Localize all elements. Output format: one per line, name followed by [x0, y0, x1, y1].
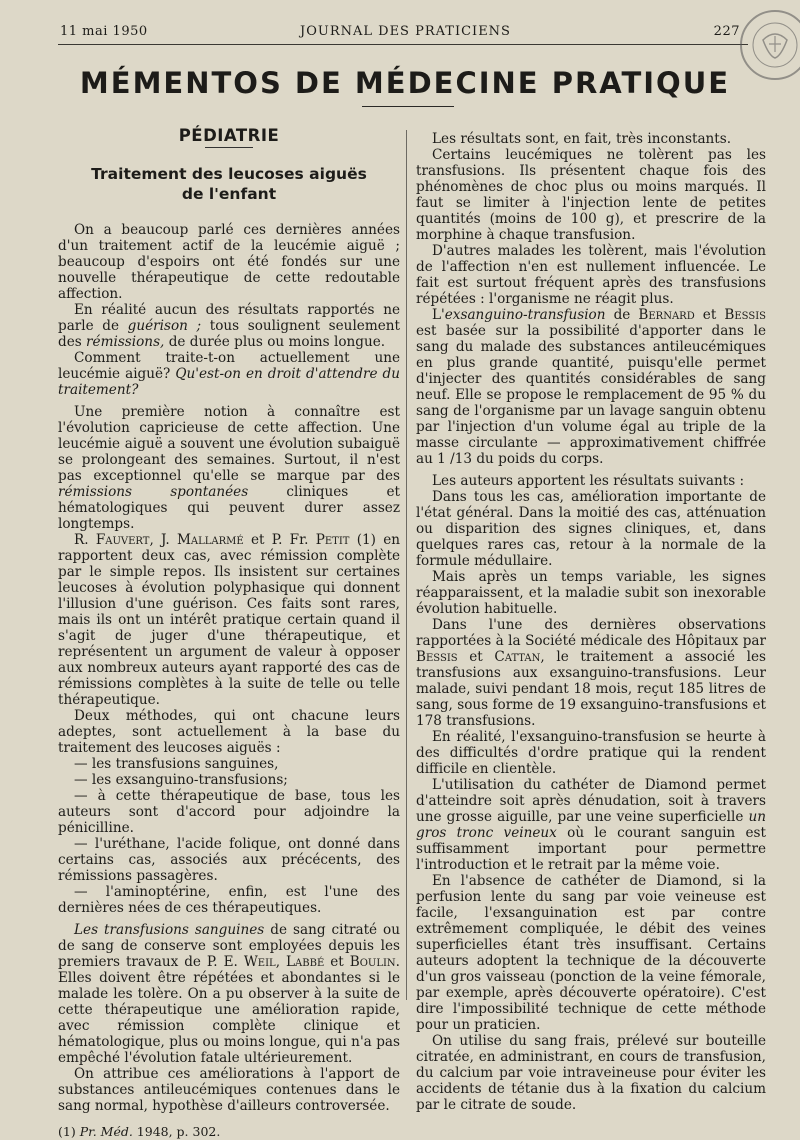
column-divider — [406, 130, 407, 1000]
method-list — [58, 756, 400, 916]
right-column — [416, 131, 766, 1113]
list-item: — les transfusions sanguines, — [74, 756, 279, 772]
list-item: — l'aminoptérine, enfin, est l'une des dernières nées de ces thérapeutiques. — [58, 884, 400, 916]
issue-date: 11 mai 1950 — [60, 24, 148, 39]
section-title: PÉDIATRIE — [178, 126, 280, 145]
paragraph: En réalité, l'exsanguino-transfusion se heurte à des difficultés d'ordre pratique qui la rendent difficile en clientèle. — [416, 729, 766, 777]
footnote: (1) Pr. Méd. 1948, p. 302. — [58, 1124, 221, 1139]
list-item: — à cette thérapeutique de base, tous les auteurs sont d'accord pour adjoindre la pénicilline. — [58, 788, 400, 836]
article-title-line-2: de l'enfant — [181, 185, 277, 203]
paragraph: Les auteurs apportent les résultats suivants : — [432, 473, 745, 489]
paragraph: D'autres malades les tolèrent, mais l'évolution de l'affection n'en est nullement influencée. Le fait est surtout fréquent après des transfusions répétées : l'organisme ne réagit plus. — [416, 243, 766, 307]
paragraph: Une première notion à connaître est l'évolution capricieuse de cette affection. Une leucémie aiguë a souvent une évolution subaiguë se prolongeant des semaines. Surtout, il n'est pas exceptionnel qu'elle se marque par des rémissions spontanées cliniques et hématologiques qui peuvent durer assez longtemps. — [58, 404, 400, 532]
article-title-line-1: Traitement des leucoses aiguës — [91, 165, 367, 183]
article-title — [58, 164, 400, 204]
paragraph: En réalité aucun des résultats rapportés ne parle de guérison ; tous soulignent seulement des rémissions, de durée plus ou moins longue. — [58, 302, 400, 350]
page-number: 227 — [713, 24, 740, 39]
paragraph: On a beaucoup parlé ces dernières années d'un traitement actif de la leucémie aiguë ; beaucoup d'espoirs ont été fondés sur une nouvelle thérapeutique de cette redoutable affection. — [58, 222, 400, 302]
paragraph: On utilise du sang frais, prélevé sur bouteille citratée, en administrant, en cours de transfusion, du calcium par voie intraveineuse pour éviter les accidents de tétanie dus à la fixation du calcium par le citrate de soude. — [416, 1033, 766, 1113]
paragraph: Les transfusions sanguines de sang citraté ou de sang de conserve sont employées depuis les premiers travaux de P. E. Weil, Labbé et Boulin. Elles doivent être répétées et abondantes si le malade les tolère. On a pu observer à la suite de cette thérapeutique une amélioration rapide, avec rémission complète clinique et hématologique, plus ou moins longue, qui n'a pas empêché l'évolution fatale ultérieurement. — [58, 922, 400, 1066]
paragraph: Les résultats sont, en fait, très inconstants. — [432, 131, 732, 147]
paragraph: L'utilisation du cathéter de Diamond permet d'atteindre soit après dénudation, soit à travers une grosse aiguille, par une veine superficielle un gros tronc veineux où le courant sanguin est suffisamment important pour permettre l'introduction et le retrait par la même voie. — [416, 777, 766, 873]
paragraph: Comment traite-t-on actuellement une leucémie aiguë? Qu'est-on en droit d'attendre du traitement? — [58, 350, 400, 398]
section-rule — [205, 147, 253, 148]
paragraph: Mais après un temps variable, les signes réapparaissent, et la maladie subit son inexorable évolution habituelle. — [416, 569, 766, 617]
journal-name: JOURNAL DES PRATICIENS — [300, 24, 511, 39]
paragraph: L'exsanguino-transfusion de Bernard et Bessis est basée sur la possibilité d'apporter dans le sang du malade des substances antileucémiques en plus grande quantité, puisqu'elle permet d'injecter des quantités considérables de sang neuf. Elle se propose le remplacement de 95 % du sang de l'organisme par un lavage sanguin obtenu par l'injection d'un volume égal au triple de la masse circulante — approximativement chiffrée au 1 /13 du poids du corps. — [416, 307, 767, 467]
header-rule — [58, 44, 748, 45]
paragraph: Dans l'une des dernières observations rapportées à la Société médicale des Hôpitaux par Bessis et Cattan, le traitement a associé les transfusions aux exsanguino-transfusions. Leur malade, suivi pendant 18 mois, reçut 185 litres de sang, sous forme de 19 exsanguino-transfusions et 178 transfusions. — [416, 617, 766, 729]
page-title: MÉMENTOS DE MÉDECINE PRATIQUE — [79, 66, 731, 100]
paragraph: Deux méthodes, qui ont chacune leurs adeptes, sont actuellement à la base du traitement des leucoses aiguës : — [58, 708, 400, 756]
paragraph: Certains leucémiques ne tolèrent pas les transfusions. Ils présentent chaque fois des phénomènes de choc plus ou moins marqués. Il faut se limiter à l'injection lente de petites quantités (moins de 100 g), et prescrire de la morphine à chaque transfusion. — [416, 147, 766, 243]
list-item: — les exsanguino-transfusions; — [74, 772, 288, 788]
paragraph: On attribue ces améliorations à l'apport de substances antileucémiques contenues dans le sang normal, hypothèse d'ailleurs controversée. — [58, 1066, 400, 1114]
paragraph: R. Fauvert, J. Mallarmé et P. Fr. Petit (1) en rapportent deux cas, avec rémission complète par le simple repos. Ils insistent sur certaines leucoses à évolution polyphasique qui donnent l'illusion d'une guérison. Ces faits sont rares, mais ils ont un intérêt pratique certain quand il s'agit de juger d'une thérapeutique, et représentent un argument de valeur à opposer aux nombreux auteurs ayant rapporté des cas de rémissions complètes à la suite de telle ou telle thérapeutique. — [58, 532, 401, 708]
paragraph: En l'absence de cathéter de Diamond, si la perfusion lente du sang par voie veineuse est facile, l'exsanguination est par contre extrêmement compliquée, le débit des veines superficielles étant très insuffisant. Certains auteurs adoptent la technique de la découverte d'un gros vaisseau (ponction de la veine fémorale, par exemple, après découverte opératoire). C'est dire l'impossibilité technique de cette méthode pour un praticien. — [416, 873, 766, 1033]
paragraph: Dans tous les cas, amélioration importante de l'état général. Dans la moitié des cas, atténuation ou disparition des signes cliniques, et, dans quelques rares cas, retour à la normale de la formule médullaire. — [416, 489, 766, 569]
left-column — [58, 128, 400, 1140]
title-rule — [362, 106, 454, 107]
list-item: — l'uréthane, l'acide folique, ont donné dans certains cas, associés aux précécents, des rémissions passagères. — [58, 836, 400, 884]
